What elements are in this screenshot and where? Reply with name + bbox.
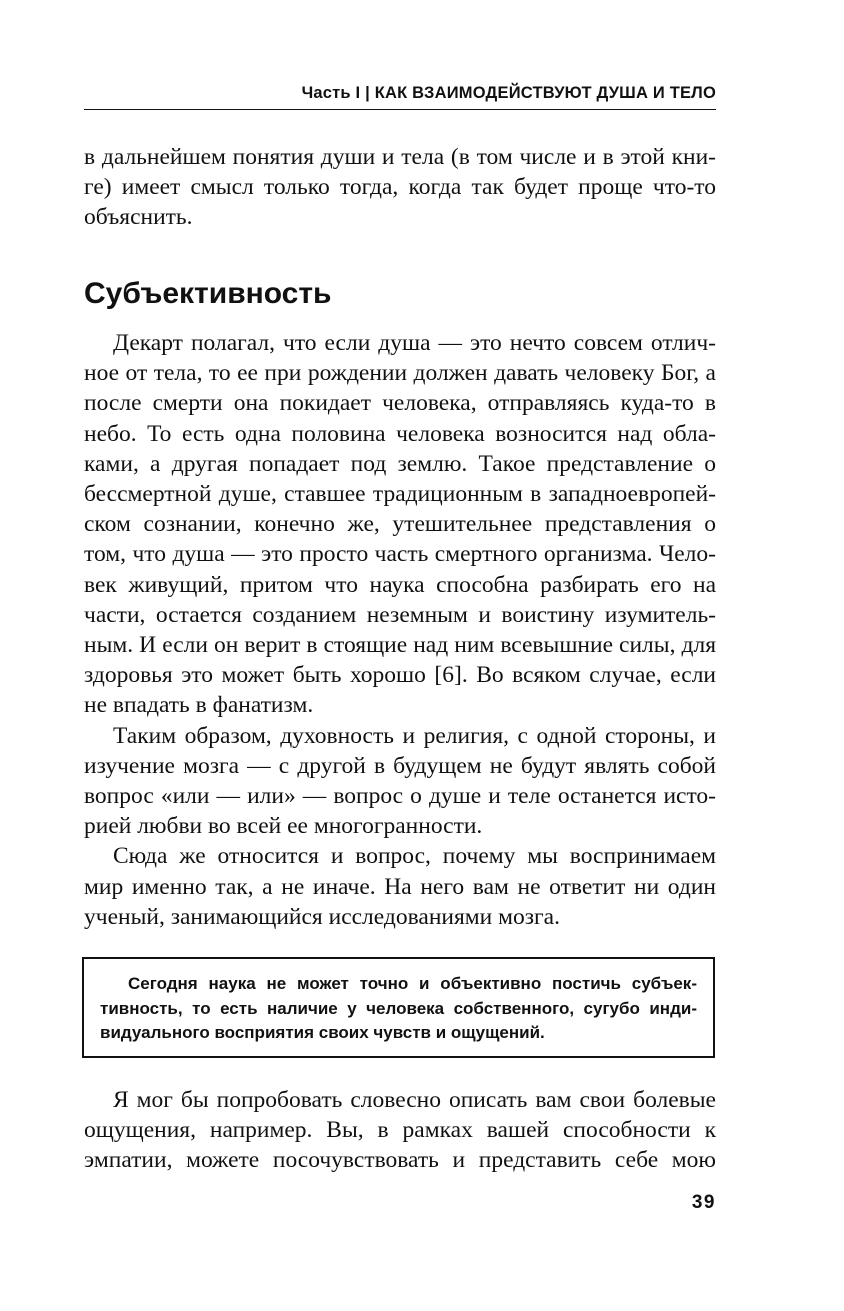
paragraph-perception: Сюда же относится и вопрос, почему мы воспринимаем мир именно так, а не иначе. На него вам не ответит ни один ученый, занимающийся исследованиями мозга. [84, 843, 716, 930]
paragraph-pain: Я мог бы попробовать словесно описать вам свои болевые ощущения, например. Вы, в рамках вашей способности к эмпатии, можете посочувствовать и представить себе мою [84, 1087, 716, 1174]
callout-text: Сегодня наука не может точно и объективно постичь субъективность, то есть наличие у человека собственного, сугубо индивидуального восприятия своих чувств и ощущений. [100, 974, 697, 1042]
header-rule [84, 109, 716, 110]
intro-text [84, 142, 716, 233]
section-heading: Субъективность [84, 277, 332, 310]
running-head: Часть I | КАК ВЗАИМОДЕЙСТВУЮТ ДУША И ТЕЛО [301, 84, 716, 102]
main-text [84, 328, 716, 932]
callout-box [82, 957, 715, 1058]
final-text [84, 1085, 716, 1176]
page-number: 39 [691, 1192, 716, 1213]
paragraph-descartes: Декарт полагал, что если душа — это нечто совсем отличное от тела, то ее при рождении должен давать человеку Бог, а после смерти она покидает человека, отправляясь куда-то в небо. То есть одна половина человека возносится над облаками, а другая попадает под землю. Такое представление о бессмертной душе, ставшее традиционным в западноевропейском сознании, конечно же, утешительнее представления о том, что душа — это просто часть смертного организма. Человек живущий, притом что наука способна разбирать его на части, остается созданием неземным и воистину изумительным. И если он верит в стоящие над ним всевышние силы, для здоровья это может быть хорошо [6]. Во всяком случае, если не впадать в фанатизм. [84, 330, 716, 719]
paragraph-spirituality: Таким образом, духовность и религия, с одной стороны, и изучение мозга — с другой в будущем не будут являть собой вопрос «или — или» — вопрос о душе и теле останется историей любви во всей ее многогранности. [84, 722, 716, 840]
intro-paragraph: в дальнейшем понятия души и тела (в том числе и в этой книге) имеет смысл только тогда, когда так будет проще что-то объяснить. [84, 144, 716, 231]
